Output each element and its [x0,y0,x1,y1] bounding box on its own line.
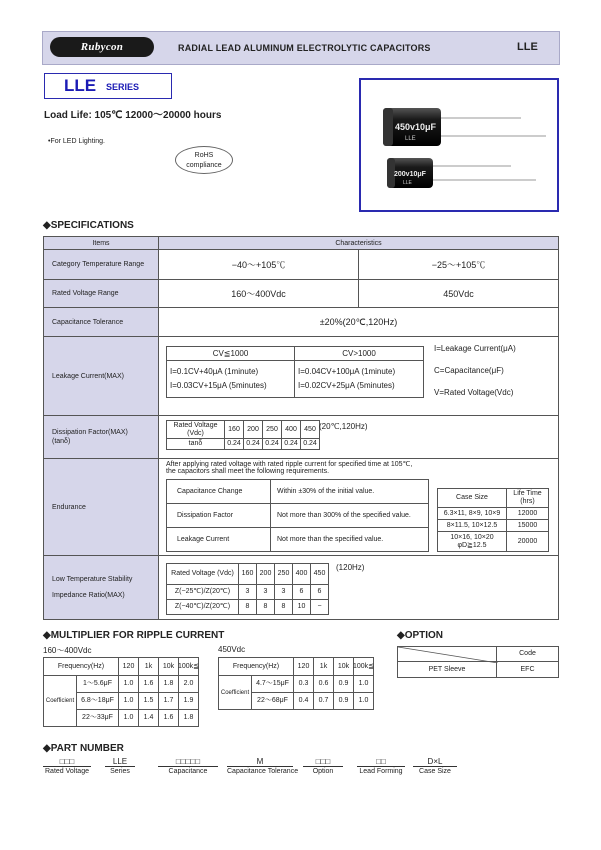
ripple-table1-title: 160～400Vdc [43,646,92,655]
col-items-header: Items [43,236,159,250]
option-code-header: Code [496,646,559,662]
part-field-label: Capacitance [168,768,208,775]
df-value-cell: 0.24 [224,438,244,450]
series-word: SERIES [106,82,140,92]
specifications-heading: ◆SPECIFICATIONS [43,220,134,231]
leakage-label: Leakage Current(MAX) [43,336,159,416]
option-code: EFC [496,661,559,678]
option-diag-cell [397,646,497,662]
endurance-text-2: the capacitors shall meet the following requirements. [166,468,330,475]
case-size-cell: 6.3×11, 8×9, 10×9 [437,507,507,520]
lt-row2-cell: − [310,599,329,615]
ripple-value-cell: 0.3 [293,675,314,693]
lt-row2-cell: 8 [256,599,275,615]
df-label-2: (tanδ) [52,438,71,445]
lt-voltage-cell: 400 [292,563,311,585]
ripple-value-cell: 1.9 [178,692,199,710]
part-field-code: D×L [413,757,457,767]
product-photo [359,78,559,212]
case-size-header: Case Size [437,488,507,508]
leak-note-3: V=Rated Voltage(Vdc) [434,388,514,397]
cap1-label: 450v10μF [395,122,437,132]
ripple-value-cell: 0.7 [313,692,334,710]
case-size-cell: 8×11.5, 10×12.5 [437,519,507,532]
capacitor-small [387,158,536,188]
capacitor-illustration [361,80,557,210]
cap-tolerance-label: Capacitance Tolerance [43,307,159,337]
lt-row1-cell: 3 [256,584,275,600]
col-characteristics-header: Characteristics [158,236,559,250]
df-rv-label: Rated Voltage (Vdc) [166,420,225,439]
ripple-cap-cell: 4.7～15μF [251,675,294,693]
cap2-sub: LLE [403,180,412,186]
lt-row2-cell: 8 [274,599,293,615]
part-field-code: □□□ [303,757,343,767]
part-field-code: LLE [105,757,135,767]
lt-row2-label: Z(−40℃)/Z(20℃) [166,599,239,615]
lt-rv-label: Rated Voltage (Vdc) [166,563,239,585]
ripple-value-cell: 0.9 [333,675,354,693]
leak-a1: I=0.1CV+40μA (1minute) [170,367,259,376]
df-value-cell: 0.24 [281,438,301,450]
ripple-value-cell: 1.0 [118,709,139,727]
part-field-label: Lead Forming [359,768,403,775]
ripple-value-cell: 0.6 [313,675,334,693]
ripple-value-cell: 1.0 [353,692,374,710]
ripple-value-cell: 1.8 [158,675,179,693]
ripple-coef-label: Coefficient [43,675,77,727]
endurance-item-cell: Capacitance Change [166,479,271,504]
low-temp-label-1: Low Temperature Stability [52,575,133,583]
life-time-cell: 20000 [506,531,549,552]
ripple-cap-cell: 1～5.6μF [76,675,119,693]
ripple-cap-cell: 22～68μF [251,692,294,710]
ripple-value-cell: 1.7 [158,692,179,710]
rated-voltage-label: Rated Voltage Range [43,279,159,308]
life-time-header: Life Time (hrs) [506,488,549,508]
lt-voltage-cell: 450 [310,563,329,585]
leak-header-2: CV>1000 [294,346,424,361]
ripple-freq-label: Frequency(Hz) [218,657,294,676]
feature-note: •For LED Lighting. [48,138,105,145]
document-title: RADIAL LEAD ALUMINUM ELECTROLYTIC CAPACITORS [178,43,431,53]
leak-a2: I=0.03CV+15μA (5minutes) [170,381,267,390]
rubycon-logo: Rubycon [50,37,154,57]
part-field-label: Case Size [419,768,451,775]
ripple-value-cell: 1.5 [138,692,159,710]
ripple-value-cell: 1.6 [138,675,159,693]
leak-b2: I=0.02CV+25μA (5minutes) [298,381,395,390]
df-label: Dissipation Factor(MAX) [52,429,128,436]
lt-row1-label: Z(−25℃)/Z(20℃) [166,584,239,600]
rated-voltage-b: 450Vdc [358,279,559,308]
ripple-value-cell: 1.6 [158,709,179,727]
endurance-label: Endurance [43,458,159,556]
lt-voltage-cell: 250 [274,563,293,585]
ripple-freq-label: Frequency(Hz) [43,657,119,676]
cat-temp-label: Category Temperature Range [43,249,159,280]
cap-tolerance-value: ±20%(20℃,120Hz) [158,307,559,337]
life-time-cell: 15000 [506,519,549,532]
df-condition: (20℃,120Hz) [319,422,368,431]
ripple-value-cell: 1.4 [138,709,159,727]
load-life: Load Life: 105℃ 12000～20000 hours [44,110,222,121]
ripple-value-cell: 2.0 [178,675,199,693]
ripple-freq-cell: 100k≦ [353,657,374,676]
cap1-sub: LLE [405,136,416,142]
case-size-cell: 10×16, 10×20 φD≧12.5 [437,531,507,552]
endurance-value-cell: Not more than the specified value. [270,527,429,552]
rohs-badge [175,146,233,174]
capacitor-large [383,108,546,146]
part-field-label: Rated Voltage [45,768,89,775]
endurance-value-cell: Not more than 300% of the specified value. [270,503,429,528]
part-field-code: □□ [357,757,405,767]
ripple-value-cell: 1.0 [118,675,139,693]
lt-row2-cell: 10 [292,599,311,615]
lt-condition: (120Hz) [336,563,365,572]
ripple-coef-label: Coefficient [218,675,252,710]
lt-voltage-cell: 160 [238,563,257,585]
life-time-cell: 12000 [506,507,549,520]
ripple-value-cell: 0.9 [333,692,354,710]
df-value-cell: 0.24 [300,438,320,450]
endurance-text-1: After applying rated voltage with rated ripple current for specified time at 105℃, [166,461,413,468]
ripple-freq-cell: 120 [293,657,314,676]
endurance-value-cell: Within ±30% of the initial value. [270,479,429,504]
ripple-freq-cell: 1k [138,657,159,676]
part-field-label: Capacitance Tolerance [227,768,299,775]
series-code: LLE [517,41,538,53]
endurance-item-cell: Leakage Current [166,527,271,552]
ripple-value-cell: 1.8 [178,709,199,727]
df-voltage-cell: 250 [262,420,282,439]
df-voltage-cell: 400 [281,420,301,439]
series-name: LLE [64,76,97,95]
ripple-freq-cell: 120 [118,657,139,676]
ripple-freq-cell: 10k [333,657,354,676]
low-temp-label-cell [43,555,159,620]
leak-header-1: CV≦1000 [166,346,295,361]
cat-temp-a: −40～+105℃ [158,249,359,280]
df-voltage-cell: 200 [243,420,263,439]
df-tan-label: tanδ [166,438,225,450]
ripple-value-cell: 1.0 [118,692,139,710]
rohs-line1: RoHS [194,152,214,159]
lt-row1-cell: 3 [274,584,293,600]
df-value-cell: 0.24 [243,438,263,450]
cap2-label: 200v10μF [394,171,426,178]
part-field-code: M [227,757,293,767]
part-field-code: □□□ [43,757,91,767]
lt-row2-cell: 8 [238,599,257,615]
part-field-code: □□□□□ [158,757,218,767]
option-heading: ◆OPTION [397,630,444,641]
ripple-cap-cell: 22～33μF [76,709,119,727]
lt-row1-cell: 6 [310,584,329,600]
lt-row1-cell: 3 [238,584,257,600]
leak-b1: I=0.04CV+100μA (1minute) [298,367,396,376]
df-value-cell: 0.24 [262,438,282,450]
ripple-heading: ◆MULTIPLIER FOR RIPPLE CURRENT [43,630,225,641]
df-label-cell [43,415,159,459]
option-item: PET Sleeve [397,661,497,678]
ripple-cap-cell: 6.8～18μF [76,692,119,710]
df-voltage-cell: 450 [300,420,320,439]
ripple-freq-cell: 100k≦ [178,657,199,676]
ripple-table2-title: 450Vdc [218,645,246,654]
leak-formula-a [166,360,295,398]
lt-voltage-cell: 200 [256,563,275,585]
low-temp-label-2: Impedance Ratio(MAX) [52,591,125,599]
part-number-heading: ◆PART NUMBER [43,743,124,754]
rated-voltage-a: 160～400Vdc [158,279,359,308]
ripple-value-cell: 0.4 [293,692,314,710]
rohs-line2: compliance [186,162,222,169]
leak-formula-b [294,360,424,398]
lt-row1-cell: 6 [292,584,311,600]
ripple-value-cell: 1.0 [353,675,374,693]
ripple-freq-cell: 1k [313,657,334,676]
leak-note-1: I=Leakage Current(μA) [434,344,516,353]
part-field-label: Option [312,768,334,775]
part-field-label: Series [110,768,130,775]
leak-note-2: C=Capacitance(μF) [434,366,504,375]
df-voltage-cell: 160 [224,420,244,439]
endurance-item-cell: Dissipation Factor [166,503,271,528]
ripple-freq-cell: 10k [158,657,179,676]
cat-temp-b: −25～+105℃ [358,249,559,280]
